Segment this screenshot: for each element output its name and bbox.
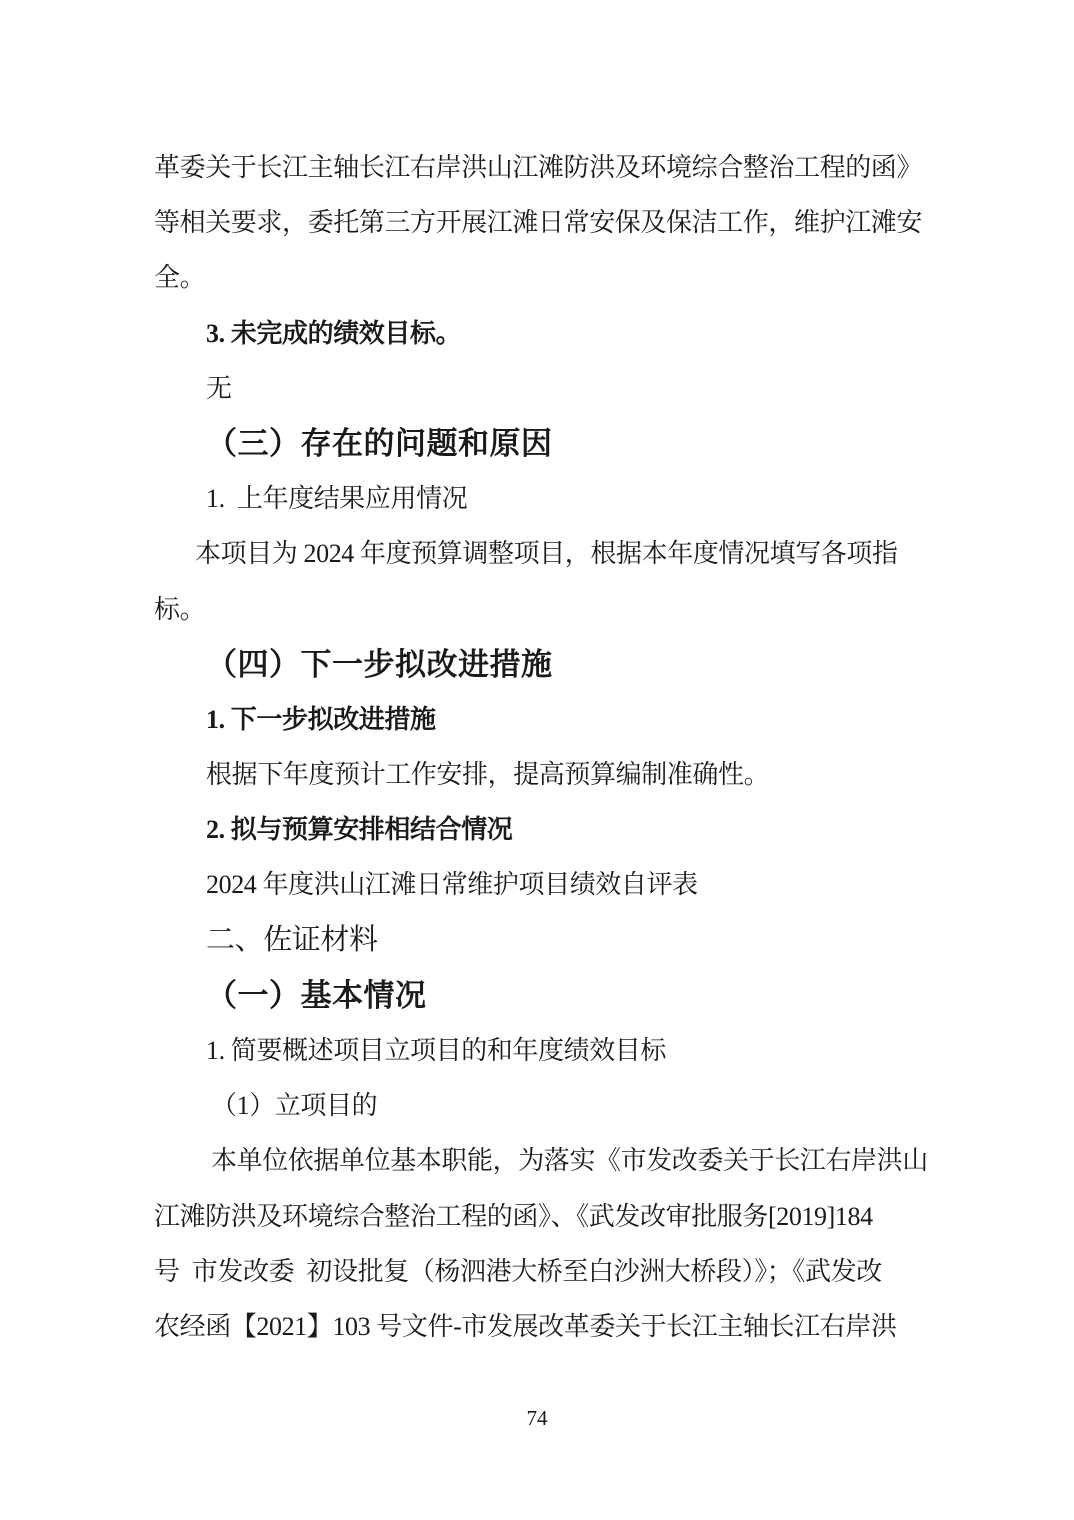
para-budget-adjustment-line-2: 标。 bbox=[154, 594, 206, 624]
para-unit-basis-line-4: 农经函【2021】103 号文件-市发展改革委关于长江主轴长江右岸洪 bbox=[154, 1311, 897, 1341]
para-unit-basis-line-3: 号 市发改委 初设批复（杨泗港大桥至白沙洲大桥段）》；《武发改 bbox=[154, 1256, 882, 1286]
heading-supporting-materials: 二、佐证材料 bbox=[206, 923, 378, 956]
heading-problems-and-causes: （三）存在的问题和原因 bbox=[206, 425, 553, 461]
para-unit-basis-line-1: 本单位依据单位基本职能，为落实《市发改委关于长江右岸洪山 bbox=[211, 1146, 928, 1176]
item-previous-year-results: 1. 上年度结果应用情况 bbox=[206, 484, 468, 514]
item-budget-integration: 2. 拟与预算安排相结合情况 bbox=[206, 815, 513, 845]
para-budget-adjustment-line-1: 本项目为 2024 年度预算调整项目，根据本年度情况填写各项指 bbox=[195, 539, 898, 569]
heading-next-step-measures: （四）下一步拟改进措施 bbox=[206, 646, 553, 682]
text-performance-self-evaluation-table: 2024 年度洪山江滩日常维护项目绩效自评表 bbox=[206, 870, 698, 900]
heading-basic-situation: （一）基本情况 bbox=[206, 977, 427, 1013]
item-project-purpose: （1）立项目的 bbox=[211, 1091, 378, 1121]
document-body bbox=[154, 140, 926, 1354]
item-project-purpose-and-targets: 1. 简要概述项目立项目的和年度绩效目标 bbox=[206, 1036, 667, 1065]
item-unfinished-performance-targets: 3. 未完成的绩效目标。 bbox=[206, 318, 462, 348]
para-unit-basis-line-2: 江滩防洪及环境综合整治工程的函》、《武发改审批服务[2019]184 bbox=[154, 1201, 873, 1231]
para-requirements-line-1: 革委关于长江主轴长江右岸洪山江滩防洪及环境综合整治工程的函》 bbox=[154, 153, 923, 182]
item-next-step-measures: 1. 下一步拟改进措施 bbox=[206, 704, 436, 734]
para-requirements-line-3: 全。 bbox=[154, 263, 206, 293]
page-number: 74 bbox=[526, 1406, 548, 1430]
text-none: 无 bbox=[206, 373, 232, 403]
para-work-arrangement: 根据下年度预计工作安排，提高预算编制准确性。 bbox=[206, 760, 770, 790]
para-requirements-line-2: 等相关要求，委托第三方开展江滩日常安保及保洁工作，维护江滩安 bbox=[154, 208, 923, 238]
